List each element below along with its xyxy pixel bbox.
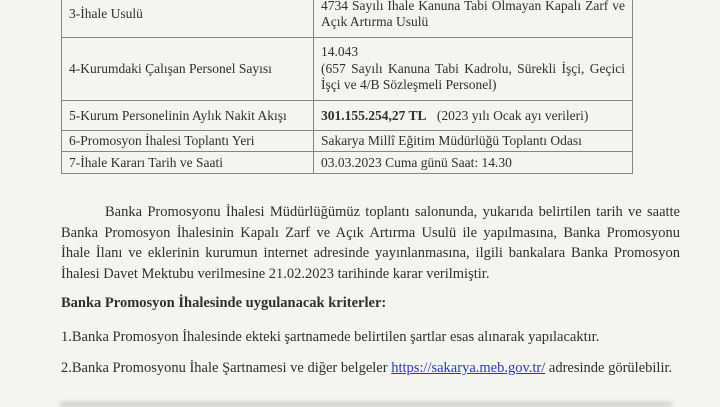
sakarya-meb-link[interactable]: https://sakarya.meb.gov.tr/: [391, 360, 546, 376]
personel-sayisi-detail: (657 Sayılı Kanuna Tabi Kadrolu, Sürekli İşçi, Geçici İşçi ve 4/B Sözleşmeli Personel): [321, 60, 625, 93]
row-value-toplanti-yeri: Sakarya Millî Eğitim Müdürlüğü Toplantı Odası: [314, 131, 633, 152]
table-row: [62, 152, 633, 174]
criteria-item-2: [61, 358, 695, 379]
table-row: [62, 101, 633, 131]
table-row: [62, 38, 633, 101]
row-value-ihale-usulu: 4734 Sayılı İhale Kanuna Tabi Olmayan Kapalı Zarf ve Açık Artırma Usulü: [314, 0, 633, 38]
decision-paragraph: Banka Promosyonu İhalesi Müdürlüğümüz toplantı salonunda, yukarıda belirtilen tarih ve saatte Banka Promosyon İhalesinin Kapalı Zarf ve Açık Artırma Usulü ile yapılmasına, Banka Promosyonu İhale İlanı ve eklerinin kurumun internet adresinde yayınlanmasına, ilgili bankalara Banka Promosyon İhalesi Davet Mektubu verilmesine 21.02.2023 tarihinde karar verilmiştir.: [61, 204, 680, 282]
row-label-nakit-akisi: 5-Kurum Personelinin Aylık Nakit Akışı: [62, 101, 314, 131]
row-value-personel-sayisi: [314, 38, 633, 101]
table-row: [62, 131, 633, 152]
criteria-item-1: 1.Banka Promosyon İhalesinde ekteki şartnamede belirtilen şartlar esas alınarak yapılacaktır.: [61, 329, 600, 345]
row-value-nakit-akisi: [314, 101, 633, 131]
table-row: [62, 0, 633, 38]
row-label-personel-sayisi: 4-Kurumdaki Çalışan Personel Sayısı: [62, 38, 314, 101]
row-label-ihale-usulu: 3-İhale Usulü: [62, 0, 314, 38]
personel-sayisi-number: 14.043: [321, 44, 359, 60]
nakit-akisi-note: (2023 yılı Ocak ayı verileri): [436, 107, 589, 123]
cutoff-text-line: [60, 402, 672, 407]
row-label-toplanti-yeri: 6-Promosyon İhalesi Toplantı Yeri: [62, 131, 314, 152]
tender-info-table: [61, 0, 633, 174]
row-value-karar-tarihi: 03.03.2023 Cuma günü Saat: 14.30: [314, 152, 633, 174]
nakit-akisi-amount: 301.155.254,27 TL: [321, 107, 427, 123]
criteria-heading: Banka Promosyon İhalesinde uygulanacak kriterler:: [61, 295, 387, 311]
criteria-item-2-text-before: 2.Banka Promosyonu İhale Şartnamesi ve diğer belgeler: [61, 360, 388, 376]
criteria-item-2-text-after: adresinde görülebilir.: [548, 360, 673, 376]
row-label-karar-tarihi: 7-İhale Kararı Tarih ve Saati: [62, 152, 314, 174]
